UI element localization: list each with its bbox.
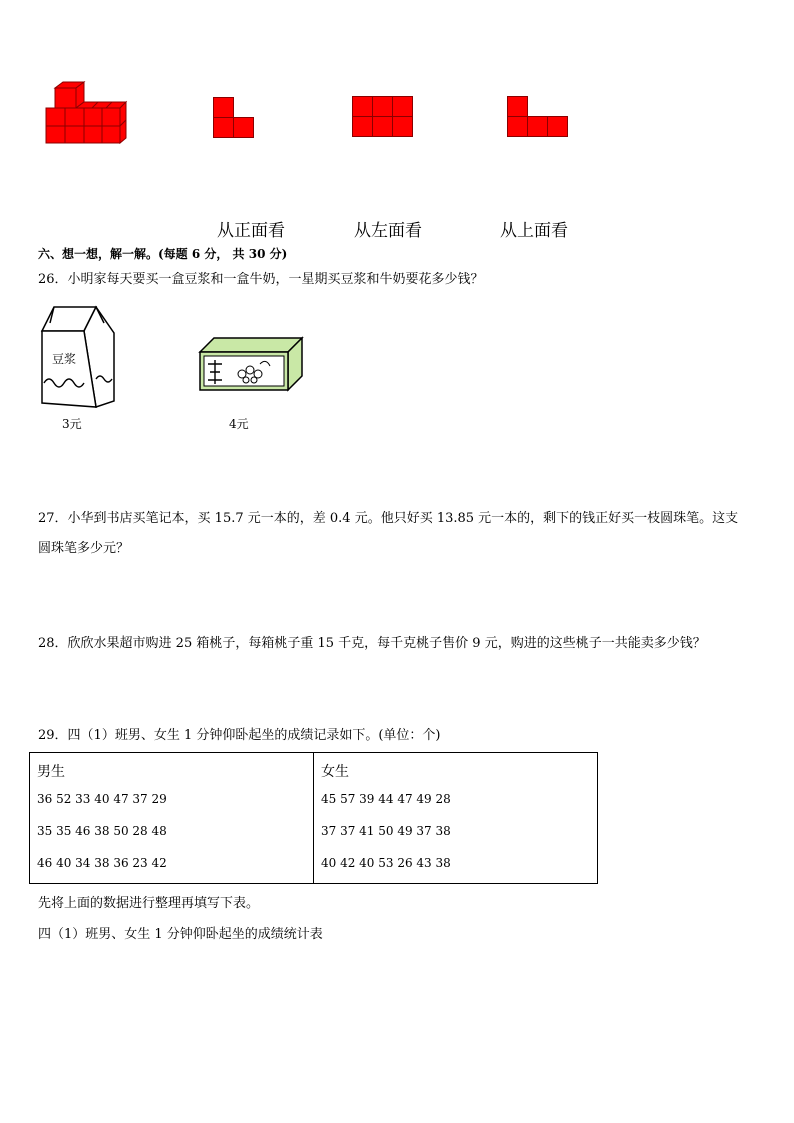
girls-row: 37 37 41 50 49 37 38 bbox=[321, 824, 451, 838]
boys-header: 男生 bbox=[37, 764, 65, 780]
left-view-figure bbox=[352, 96, 413, 138]
boys-row: 46 40 34 38 36 23 42 bbox=[37, 856, 167, 870]
soymilk-carton-figure bbox=[38, 303, 120, 409]
soymilk-carton-label: 豆浆 bbox=[52, 352, 77, 366]
top-view-figure bbox=[507, 96, 568, 138]
girls-header: 女生 bbox=[321, 764, 349, 780]
left-view-label: 从左面看 bbox=[354, 221, 422, 241]
boys-row: 35 35 46 38 50 28 48 bbox=[37, 824, 167, 838]
girls-column bbox=[314, 753, 598, 884]
milk-box-figure bbox=[198, 334, 306, 394]
question-28: 28．欣欣水果超市购进 25 箱桃子，每箱桃子重 15 千克，每千克桃子售价 9 元，购进的这些桃子一共能卖多少钱？ bbox=[38, 636, 706, 651]
top-view-label: 从上面看 bbox=[500, 221, 568, 241]
stats-table-title: 四（1）班男、女生 1 分钟仰卧起坐的成绩统计表 bbox=[38, 927, 323, 942]
question-26: 26．小明家每天要买一盒豆浆和一盒牛奶，一星期买豆浆和牛奶要花多少钱？ bbox=[38, 272, 484, 287]
girls-row: 45 57 39 44 47 49 28 bbox=[321, 792, 451, 806]
milk-price: 4元 bbox=[229, 417, 249, 431]
soymilk-price: 3元 bbox=[62, 417, 82, 431]
question-29: 29．四（1）班男、女生 1 分钟仰卧起坐的成绩记录如下。(单位：个) bbox=[38, 728, 441, 743]
cube-solid-figure bbox=[40, 80, 130, 150]
section-heading: 六、想一想，解一解。(每题 6 分， 共 30 分) bbox=[38, 247, 288, 261]
girls-row: 40 42 40 53 26 43 38 bbox=[321, 856, 451, 870]
front-view-label: 从正面看 bbox=[217, 221, 285, 241]
question-27-line2: 圆珠笔多少元？ bbox=[38, 541, 130, 556]
boys-row: 36 52 33 40 47 37 29 bbox=[37, 792, 167, 806]
situp-records-table bbox=[29, 752, 598, 884]
instruction-text: 先将上面的数据进行整理再填写下表。 bbox=[38, 896, 260, 911]
boys-column bbox=[30, 753, 314, 884]
question-27-line1: 27．小华到书店买笔记本，买 15.7 元一本的，差 0.4 元。他只好买 13.85 元一本的，剩下的钱正好买一枝圆珠笔。这支 bbox=[38, 511, 739, 526]
front-view-figure bbox=[213, 97, 255, 139]
